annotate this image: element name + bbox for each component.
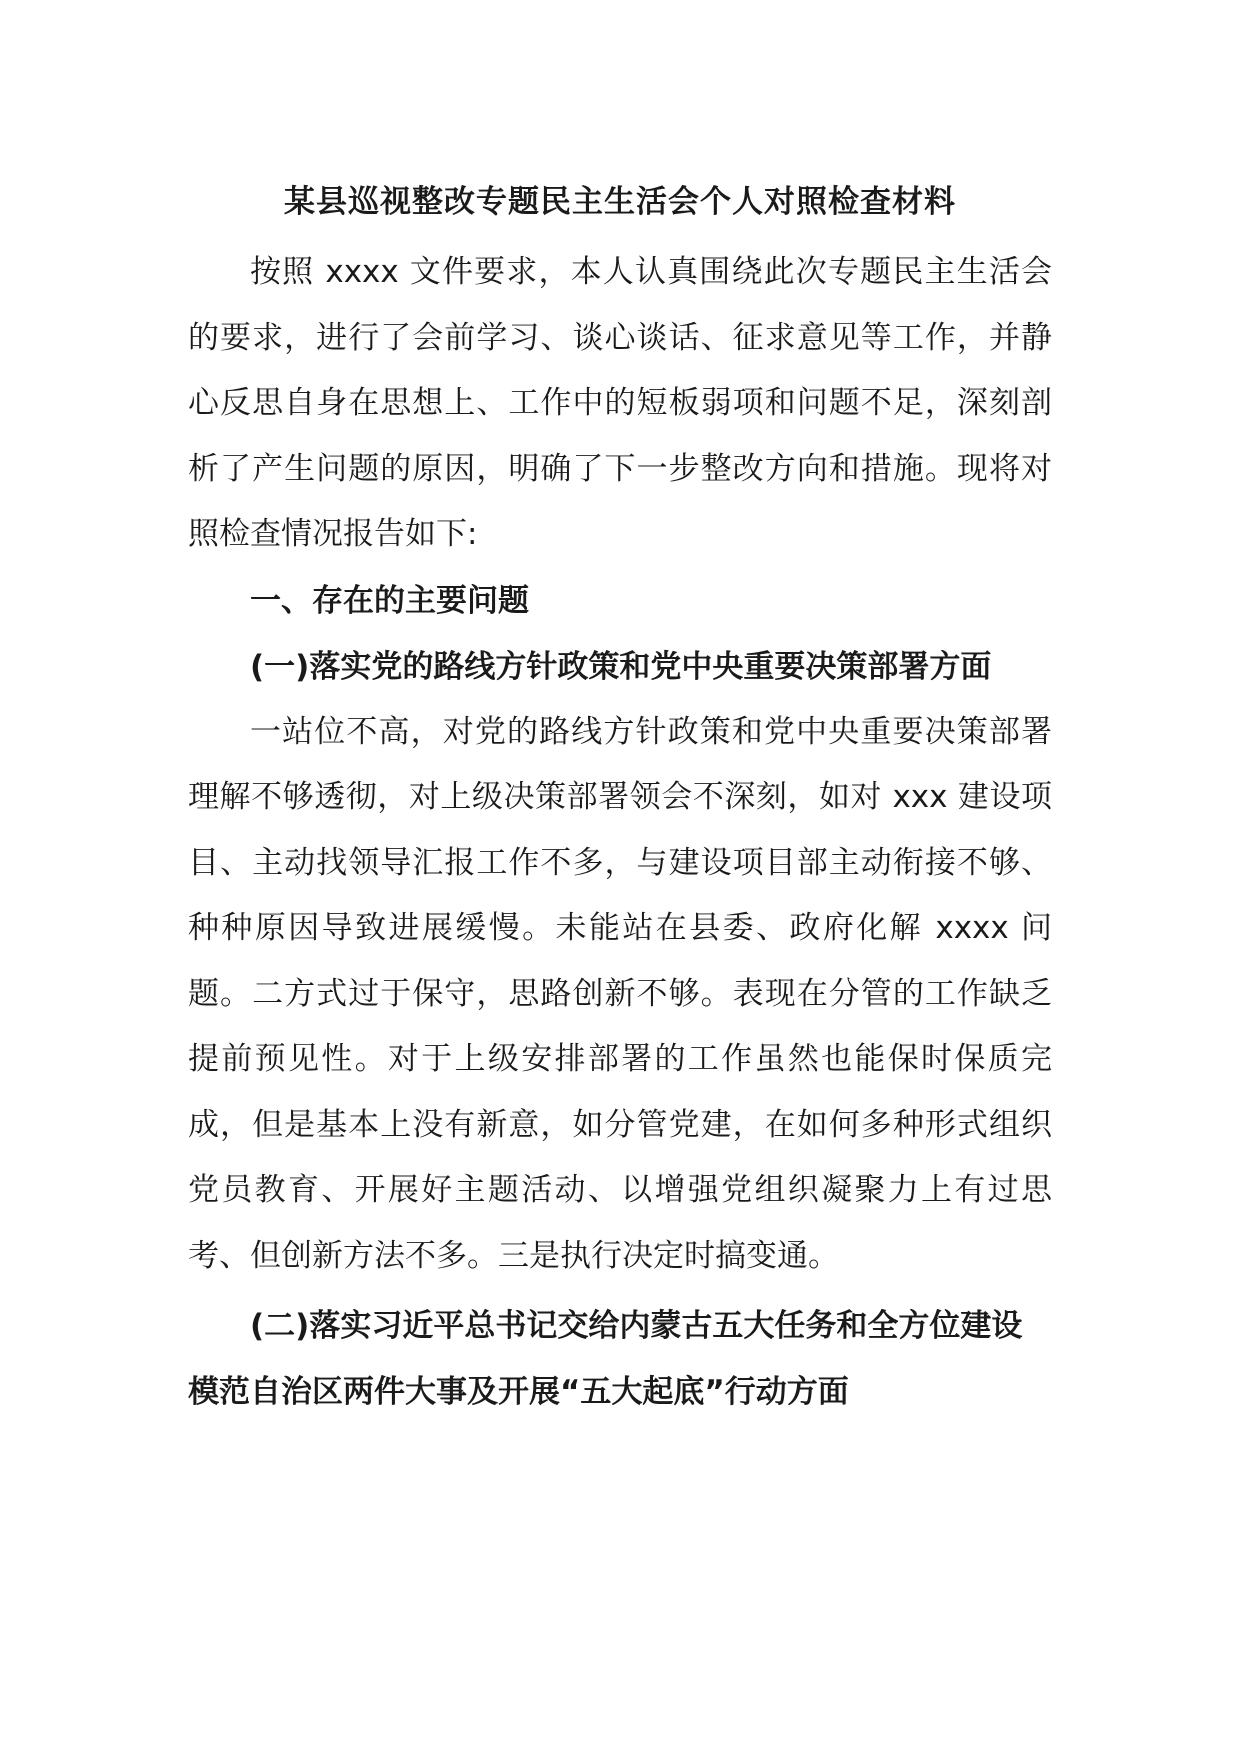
section-heading-problems: 一、存在的主要问题 [250,582,529,619]
subsection-heading-2: (二)落实习近平总书记交给内蒙古五大任务和全方位建设模范自治区两件大事及开展“五大起底”行动方面 [188,1308,1023,1410]
document-title: 某县巡视整改专题民主生活会个人对照检查材料 [284,184,956,220]
subsection-heading-1: (一)落实党的路线方针政策和党中央重要决策部署方面 [250,648,992,685]
subsection-1-body: 一站位不高，对党的路线方针政策和党中央重要决策部署理解不够透彻，对上级决策部署领会不深刻，如对 xxx 建设项目、主动找领导汇报工作不多，与建设项目部主动衔接不够、种种原因导致进展缓慢。未能站在县委、政府化解 xxxx 问题。二方式过于保守，思路创新不够。表现在分管的工作缺乏提前预见性。对于上级安排部署的工作虽然也能保时保质完成，但是基本上没有新意，如分管党建，在如何多种形式组织党员教育、开展好主题活动、以增强党组织凝聚力上有过思考、但创新方法不多。三是执行决定时搞变通。 [188,713,1052,1274]
document-body [188,172,1052,1425]
intro-paragraph: 按照 xxxx 文件要求，本人认真围绕此次专题民主生活会的要求，进行了会前学习、谈心谈话、征求意见等工作，并静心反思自身在思想上、工作中的短板弱项和问题不足，深刻剖析了产生问题的原因，明确了下一步整改方向和措施。现将对照检查情况报告如下: [188,254,1052,552]
